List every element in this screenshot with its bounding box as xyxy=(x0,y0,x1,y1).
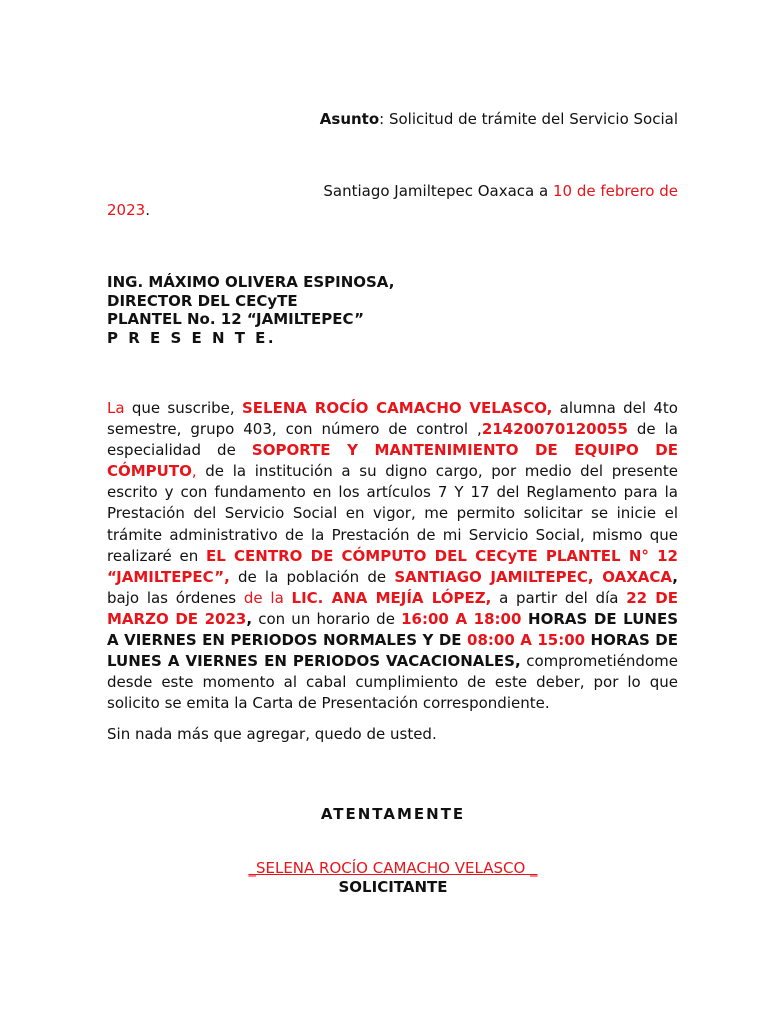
recipient-block xyxy=(107,273,394,347)
date-place: Santiago Jamiltepec Oaxaca a xyxy=(323,182,553,200)
body-segment: , xyxy=(191,462,197,481)
date-line xyxy=(323,182,678,200)
body-segment: con un horario de xyxy=(252,609,402,628)
body-segment: de la institución a su digno cargo, por medio del presente escrito y con fundamento en los artículos 7 Y 17 del Reglamento para la Prestación del Servicio Social en vigor, me permito solicitar se inicie el trámite administrativo de la Prestación de mi Servicio Social, mismo que realizaré en xyxy=(107,462,678,565)
vacation-hours: 08:00 A 15:00 xyxy=(467,631,586,650)
body-segment: bajo las órdenes xyxy=(107,588,244,607)
recipient-position: DIRECTOR DEL CECyTE xyxy=(107,291,298,310)
body-segment: de la xyxy=(243,588,284,607)
student-name: SELENA ROCÍO CAMACHO VELASCO, xyxy=(241,399,553,417)
signer-role: SOLICITANTE xyxy=(338,878,448,896)
signer-name: _SELENA ROCÍO CAMACHO VELASCO _ xyxy=(248,859,538,877)
body-segment: que suscribe, xyxy=(124,399,242,417)
signer-name-line xyxy=(0,859,768,877)
salutation: ATENTAMENTE xyxy=(320,805,466,823)
body-paragraph xyxy=(107,398,678,714)
date-day-month: 10 de febrero de xyxy=(552,182,678,200)
body-segment: HORAS DE LUNES A VIERNES EN PERIODOS NORMALES Y DE xyxy=(107,609,678,650)
recipient-plantel: PLANTEL No. 12 “JAMILTEPEC” xyxy=(107,310,364,328)
body-segment: La xyxy=(107,399,125,417)
supervisor-name: LIC. ANA MEJÍA LÓPEZ, xyxy=(291,588,492,607)
normal-hours: 16:00 A 18:00 xyxy=(401,609,522,628)
body-segment: de la población de xyxy=(229,567,395,586)
specialty: SOPORTE Y MANTENIMIENTO DE EQUIPO DE CÓMPUTO xyxy=(107,441,678,481)
body-segment: comprometiéndome desde este momento al cabal cumplimiento de este deber, por lo que solicito se emita la Carta de Presentación correspondiente. xyxy=(107,652,678,713)
control-number: 21420070120055 xyxy=(481,420,628,439)
body-segment: HORAS DE LUNES A VIERNES EN PERIODOS VACACIONALES, xyxy=(107,631,678,671)
body-segment: de la especialidad de xyxy=(107,420,678,460)
start-date: 22 DE MARZO DE 2023 xyxy=(107,588,678,628)
body-segment xyxy=(284,589,292,607)
subject-line xyxy=(320,110,678,128)
date-year-line xyxy=(107,201,150,219)
subject-label: Asunto xyxy=(319,110,380,128)
body-segment: , xyxy=(672,567,678,586)
town: SANTIAGO JAMILTEPEC, OAXACA xyxy=(394,567,673,586)
service-location: EL CENTRO DE CÓMPUTO DEL CECyTE PLANTEL N° 12 “JAMILTEPEC”, xyxy=(107,546,678,586)
closing-line: Sin nada más que agregar, quedo de usted. xyxy=(107,725,437,743)
date-period: . xyxy=(145,201,150,219)
recipient-presente: P R E S E N T E. xyxy=(107,328,277,347)
subject-text: : Solicitud de trámite del Servicio Social xyxy=(379,110,678,128)
body-segment: , xyxy=(246,609,253,628)
recipient-name: ING. MÁXIMO OLIVERA ESPINOSA, xyxy=(107,273,395,291)
body-segment: a partir del día xyxy=(491,588,627,607)
date-year: 2023 xyxy=(107,201,146,219)
body-segment: alumna del 4to semestre, grupo 403, con número de control , xyxy=(107,399,678,439)
